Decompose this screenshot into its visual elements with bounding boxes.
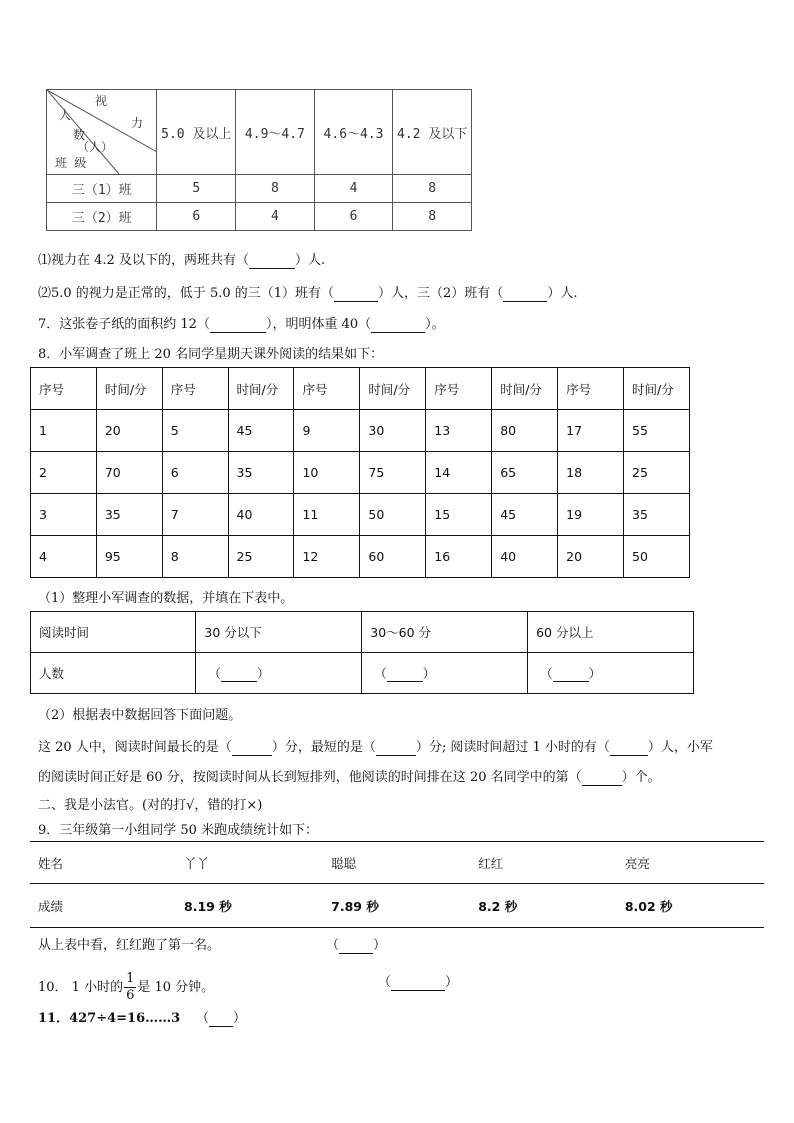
answer-blank[interactable] bbox=[232, 740, 272, 756]
summary-count-row bbox=[31, 653, 694, 694]
reading-cell: 95 bbox=[96, 536, 162, 578]
question-11: 11．427÷4=16……3 bbox=[38, 1011, 181, 1026]
vision-row bbox=[47, 175, 472, 203]
reading-cell: 1 bbox=[31, 410, 97, 452]
question-10 bbox=[38, 971, 214, 1004]
vision-class: 三（1）班 bbox=[47, 175, 157, 203]
vision-header: 4.2 及以下 bbox=[393, 90, 472, 175]
q8-p1-d: ）人，小军 bbox=[647, 740, 713, 755]
reading-cell: 15 bbox=[426, 494, 492, 536]
answer-blank[interactable] bbox=[582, 770, 622, 786]
reading-header: 时间/分 bbox=[492, 368, 558, 410]
summary-header-row bbox=[31, 612, 694, 653]
q8-sub2: （2）根据表中数据回答下面问题。 bbox=[38, 708, 242, 723]
reading-header: 序号 bbox=[162, 368, 228, 410]
paren-open: （ bbox=[326, 938, 340, 953]
vision-cell: 4 bbox=[236, 203, 315, 231]
answer-blank[interactable] bbox=[371, 317, 425, 333]
paren-close: ） bbox=[588, 666, 602, 681]
q8-p1-b: ）分，最短的是（ bbox=[271, 740, 376, 755]
vision-header: 5.0 及以上 bbox=[157, 90, 236, 175]
vision-table bbox=[46, 89, 472, 231]
reading-cell: 20 bbox=[558, 536, 624, 578]
paren-close: ） bbox=[422, 666, 436, 681]
reading-header: 时间/分 bbox=[228, 368, 294, 410]
reading-cell: 35 bbox=[96, 494, 162, 536]
q8-p2-b: ）个。 bbox=[621, 770, 661, 785]
summary-answer-cell bbox=[528, 653, 694, 694]
vision-cell: 6 bbox=[314, 203, 393, 231]
reading-cell: 45 bbox=[228, 410, 294, 452]
summary-header: 30～60 分 bbox=[362, 612, 528, 653]
summary-header: 30 分以下 bbox=[196, 612, 362, 653]
q11-judge-blank bbox=[196, 1007, 246, 1027]
reading-cell: 11 bbox=[294, 494, 360, 536]
answer-blank[interactable] bbox=[610, 740, 648, 756]
vision-cell: 5 bbox=[157, 175, 236, 203]
summary-answer-cell bbox=[196, 653, 362, 694]
summary-header: 60 分以上 bbox=[528, 612, 694, 653]
vision-cell: 8 bbox=[393, 175, 472, 203]
reading-cell: 10 bbox=[294, 452, 360, 494]
reading-cell: 2 bbox=[31, 452, 97, 494]
q8-p1-c: ）分; 阅读时间超过 1 小时的有（ bbox=[415, 740, 610, 755]
reading-summary-table bbox=[30, 611, 694, 694]
reading-cell: 19 bbox=[558, 494, 624, 536]
q-vision-2-text: ⑵5.0 的视力是正常的，低于 5.0 的三（1）班有（ bbox=[38, 286, 335, 301]
reading-cell: 70 bbox=[96, 452, 162, 494]
question-7 bbox=[38, 313, 445, 333]
reading-cell: 60 bbox=[360, 536, 426, 578]
reading-cell: 55 bbox=[624, 410, 690, 452]
reading-cell: 13 bbox=[426, 410, 492, 452]
vision-cell: 8 bbox=[393, 203, 472, 231]
score-row bbox=[30, 884, 764, 928]
answer-blank[interactable] bbox=[249, 253, 295, 269]
reading-header: 序号 bbox=[558, 368, 624, 410]
reading-cell: 50 bbox=[624, 536, 690, 578]
reading-cell: 6 bbox=[162, 452, 228, 494]
paren-open: （ bbox=[208, 666, 221, 681]
q-vision-1-text: ⑴视力在 4.2 及以下的，两班共有（ bbox=[38, 253, 249, 268]
vision-cell: 8 bbox=[236, 175, 315, 203]
paren-close: ） bbox=[445, 975, 459, 990]
reading-cell: 20 bbox=[96, 410, 162, 452]
reading-cell: 50 bbox=[360, 494, 426, 536]
reading-header: 序号 bbox=[426, 368, 492, 410]
score-header: 姓名 bbox=[30, 842, 176, 884]
reading-cell: 65 bbox=[492, 452, 558, 494]
reading-header: 序号 bbox=[31, 368, 97, 410]
score-cell: 8.2 秒 bbox=[470, 884, 617, 928]
q9-judge-blank bbox=[326, 934, 386, 954]
section-2-heading: 二、我是小法官。(对的打√，错的打×) bbox=[38, 798, 263, 813]
paren-open: （ bbox=[374, 666, 387, 681]
q8-paragraph-line-2 bbox=[38, 766, 661, 786]
reading-data-table bbox=[30, 367, 690, 578]
reading-cell: 7 bbox=[162, 494, 228, 536]
answer-blank[interactable] bbox=[209, 1011, 233, 1027]
corner-vision-a: 视 bbox=[95, 94, 108, 108]
paren-open: （ bbox=[378, 975, 392, 990]
reading-cell: 8 bbox=[162, 536, 228, 578]
question-9-title: 9．三年级第一小组同学 50 米跑成绩统计如下： bbox=[38, 823, 319, 838]
q10-text-a: 10． 1 小时的 bbox=[38, 980, 124, 995]
corner-class-label: 班 级 bbox=[55, 156, 87, 170]
reading-header-row bbox=[31, 368, 690, 410]
reading-cell: 25 bbox=[228, 536, 294, 578]
reading-cell: 30 bbox=[360, 410, 426, 452]
vision-header: 4.6～4.3 bbox=[314, 90, 393, 175]
paren-open: （ bbox=[540, 666, 553, 681]
answer-blank[interactable] bbox=[334, 286, 378, 302]
corner-people-unit: （人） bbox=[77, 140, 114, 154]
corner-vision-b: 力 bbox=[131, 116, 144, 130]
score-cell: 8.19 秒 bbox=[176, 884, 323, 928]
paren-close: ） bbox=[256, 666, 270, 681]
paren-close: ） bbox=[373, 938, 387, 953]
answer-blank[interactable] bbox=[387, 666, 423, 682]
answer-blank[interactable] bbox=[376, 740, 416, 756]
score-cell: 8.02 秒 bbox=[617, 884, 764, 928]
q-vision-1 bbox=[38, 249, 325, 269]
summary-row-label: 人数 bbox=[31, 653, 196, 694]
vision-class: 三（2）班 bbox=[47, 203, 157, 231]
reading-cell: 9 bbox=[294, 410, 360, 452]
vision-row bbox=[47, 203, 472, 231]
reading-cell: 17 bbox=[558, 410, 624, 452]
table-row bbox=[31, 410, 690, 452]
fraction-denominator: 6 bbox=[126, 988, 135, 1003]
q10-text-b: 是 10 分钟。 bbox=[137, 980, 215, 995]
reading-cell: 25 bbox=[624, 452, 690, 494]
reading-cell: 4 bbox=[31, 536, 97, 578]
reading-cell: 75 bbox=[360, 452, 426, 494]
score-row-label: 成绩 bbox=[30, 884, 176, 928]
score-cell: 7.89 秒 bbox=[323, 884, 470, 928]
q7-text: 7．这张卷子纸的面积约 12（ bbox=[38, 317, 210, 332]
question-8-title: 8．小军调查了班上 20 名同学星期天课外阅读的结果如下： bbox=[38, 347, 384, 362]
q-vision-1-end: ）人. bbox=[294, 253, 326, 268]
q8-paragraph-line-1 bbox=[38, 736, 713, 756]
reading-cell: 40 bbox=[492, 536, 558, 578]
q8-p1-a: 这 20 人中，阅读时间最长的是（ bbox=[38, 740, 232, 755]
reading-cell: 35 bbox=[228, 452, 294, 494]
reading-cell: 45 bbox=[492, 494, 558, 536]
paren-open: （ bbox=[196, 1011, 210, 1026]
q8-sub1: （1）整理小军调查的数据，并填在下表中。 bbox=[38, 591, 294, 606]
q-vision-2-end: ）人. bbox=[547, 286, 578, 301]
reading-cell: 80 bbox=[492, 410, 558, 452]
q9-statement: 从上表中看，红红跑了第一名。 bbox=[38, 938, 221, 953]
q7-mid: ），明明体重 40（ bbox=[265, 317, 372, 332]
paren-close: ） bbox=[233, 1011, 247, 1026]
q10-judge-blank bbox=[378, 971, 458, 991]
q-vision-2 bbox=[38, 282, 577, 302]
reading-cell: 5 bbox=[162, 410, 228, 452]
corner-people-a: 人 bbox=[59, 108, 72, 122]
summary-answer-cell bbox=[362, 653, 528, 694]
reading-header: 时间/分 bbox=[96, 368, 162, 410]
vision-cell: 4 bbox=[314, 175, 393, 203]
q-vision-2-mid: ）人，三（2）班有（ bbox=[378, 286, 504, 301]
score-header: 丫丫 bbox=[176, 842, 323, 884]
reading-cell: 3 bbox=[31, 494, 97, 536]
reading-cell: 40 bbox=[228, 494, 294, 536]
answer-blank[interactable] bbox=[210, 317, 266, 333]
vision-table-corner-cell bbox=[47, 90, 157, 175]
table-row bbox=[31, 494, 690, 536]
score-header-row bbox=[30, 842, 764, 884]
q7-end: ）。 bbox=[425, 317, 445, 332]
reading-header: 时间/分 bbox=[624, 368, 690, 410]
fraction-numerator: 1 bbox=[126, 971, 135, 986]
reading-cell: 18 bbox=[558, 452, 624, 494]
q8-p2-a: 的阅读时间正好是 60 分，按阅读时间从长到短排列，他阅读的时间排在这 20 名同学中的第（ bbox=[38, 770, 582, 785]
reading-header: 时间/分 bbox=[360, 368, 426, 410]
table-row bbox=[31, 452, 690, 494]
reading-cell: 12 bbox=[294, 536, 360, 578]
reading-cell: 35 bbox=[624, 494, 690, 536]
score-header: 聪聪 bbox=[323, 842, 470, 884]
answer-blank[interactable] bbox=[553, 666, 589, 682]
fraction-one-sixth bbox=[124, 971, 136, 1004]
answer-blank[interactable] bbox=[503, 286, 547, 302]
reading-cell: 16 bbox=[426, 536, 492, 578]
corner-people-b: 数 bbox=[73, 128, 86, 142]
score-header: 亮亮 bbox=[617, 842, 764, 884]
running-score-table bbox=[30, 841, 764, 928]
answer-blank[interactable] bbox=[221, 666, 257, 682]
summary-header: 阅读时间 bbox=[31, 612, 196, 653]
answer-blank[interactable] bbox=[391, 975, 445, 991]
reading-header: 序号 bbox=[294, 368, 360, 410]
vision-header: 4.9～4.7 bbox=[236, 90, 315, 175]
table-row bbox=[31, 536, 690, 578]
score-header: 红红 bbox=[470, 842, 617, 884]
answer-blank[interactable] bbox=[339, 938, 373, 954]
reading-cell: 14 bbox=[426, 452, 492, 494]
vision-cell: 6 bbox=[157, 203, 236, 231]
